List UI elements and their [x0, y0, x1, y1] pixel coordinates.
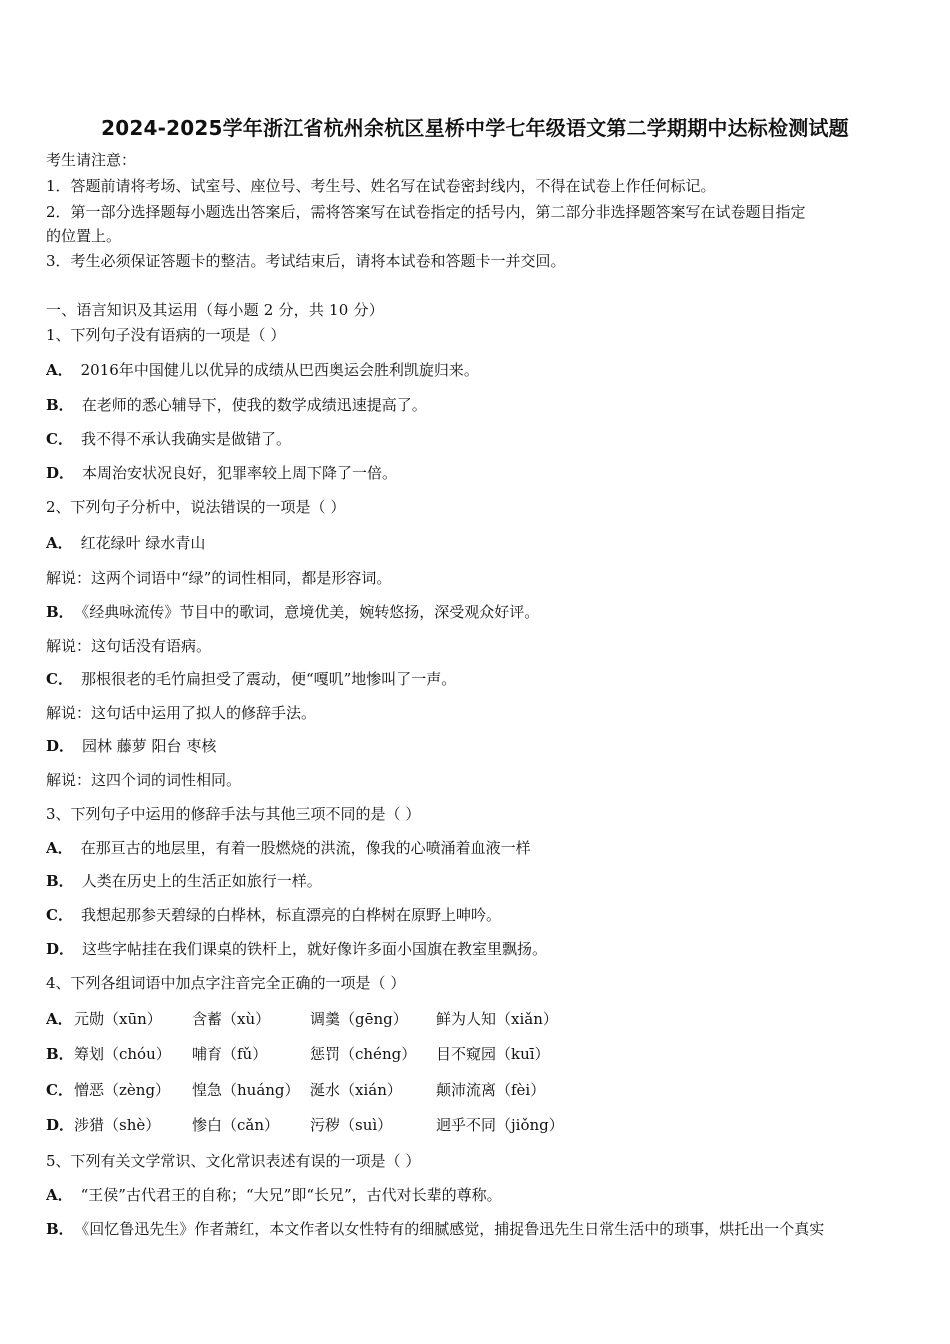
option-label: C． — [46, 670, 73, 688]
question-2-explanation-d: 解说：这四个词的词性相同。 — [46, 771, 242, 789]
word-pinyin: 筹划（chóu） — [74, 1045, 171, 1063]
option-label: C． — [46, 1081, 73, 1099]
word-pinyin: 惶急（huáng） — [192, 1081, 300, 1099]
question-3-option-c — [46, 905, 910, 925]
question-1-option-c — [46, 429, 910, 449]
option-label: D． — [46, 940, 75, 958]
option-text: 《回忆鲁迅先生》作者萧红，本文作者以女性特有的细腻感觉，捕捉鲁迅先生日常生活中的琐事，烘托出一个真实 — [81, 1220, 825, 1238]
question-4-option-c — [46, 1080, 910, 1100]
word-pinyin: 鲜为人知（xiǎn） — [436, 1010, 558, 1028]
option-label: B． — [46, 1045, 74, 1063]
option-text: 在老师的悉心辅导下，使我的数学成绩迅速提高了。 — [81, 396, 427, 414]
option-text: 在那亘古的地层里，有着一股燃烧的洪流，像我的心喷涌着血液一样 — [80, 839, 531, 857]
question-3-option-b — [46, 871, 910, 891]
option-text: 园林 藤萝 阳台 枣核 — [82, 737, 217, 755]
word-pinyin: 迥乎不同（jiǒng） — [436, 1116, 564, 1134]
question-5-stem: 5、下列有关文学常识、文化常识表述有误的一项是（ ） — [46, 1152, 421, 1170]
question-1-option-a — [46, 360, 910, 380]
option-label: A． — [46, 361, 73, 379]
word-pinyin: 涉猎（shè） — [74, 1116, 161, 1134]
option-text: 我不得不承认我确实是做错了。 — [80, 430, 291, 448]
notice-heading: 考生请注意： — [46, 151, 137, 169]
option-label: A． — [46, 1010, 73, 1028]
option-label: D． — [46, 464, 75, 482]
section-heading: 一、语言知识及其运用（每小题 2 分，共 10 分） — [46, 301, 384, 319]
question-5-option-b — [46, 1219, 910, 1239]
option-text: 这些字帖挂在我们课桌的铁杆上，就好像许多面小国旗在教室里飘扬。 — [82, 940, 548, 958]
question-2-stem: 2、下列句子分析中，说法错误的一项是（ ） — [46, 498, 346, 516]
word-pinyin: 调羹（gēng） — [310, 1010, 408, 1028]
notice-item-1: 1．答题前请将考场、试室号、座位号、考生号、姓名写在试卷密封线内，不得在试卷上作任何标记。 — [46, 177, 716, 195]
notice-item-2: 2．第一部分选择题每小题选出答案后，需将答案写在试卷指定的括号内，第二部分非选择题答案写在试卷题目指定 — [46, 203, 806, 221]
option-label: A． — [46, 839, 73, 857]
option-label: B． — [46, 1220, 74, 1238]
option-text: 2016年中国健儿以优异的成绩从巴西奥运会胜利凯旋归来。 — [80, 361, 479, 379]
page-title: 2024-2025学年浙江省杭州余杭区星桥中学七年级语文第二学期期中达标检测试题 — [101, 116, 849, 140]
word-pinyin: 含蓄（xù） — [192, 1010, 271, 1028]
option-label: B． — [46, 872, 74, 890]
question-2-option-c — [46, 669, 910, 689]
question-1-option-d — [46, 463, 910, 483]
option-label: A． — [46, 534, 73, 552]
question-2-option-d — [46, 736, 910, 756]
option-label: B． — [46, 603, 74, 621]
option-text: 那根很老的毛竹扁担受了震动，便“嘎叽”地惨叫了一声。 — [80, 670, 457, 688]
question-3-option-a — [46, 838, 910, 858]
option-text: 红花绿叶 绿水青山 — [80, 534, 206, 552]
question-3-stem: 3、下列句子中运用的修辞手法与其他三项不同的是（ ） — [46, 805, 421, 823]
word-pinyin: 惩罚（chéng） — [310, 1045, 417, 1063]
word-pinyin: 惨白（cǎn） — [192, 1116, 280, 1134]
word-pinyin: 憎恶（zèng） — [74, 1081, 171, 1099]
option-text: 《经典咏流传》节目中的歌词，意境优美，婉转悠扬，深受观众好评。 — [81, 603, 540, 621]
option-label: A． — [46, 1186, 73, 1204]
option-label: C． — [46, 430, 73, 448]
question-4-option-b — [46, 1044, 910, 1064]
option-label: D． — [46, 737, 75, 755]
question-1-stem: 1、下列句子没有语病的一项是（ ） — [46, 326, 286, 344]
notice-item-2-cont: 的位置上。 — [46, 227, 122, 245]
word-pinyin: 哺育（fǔ） — [192, 1045, 268, 1063]
question-2-explanation-a: 解说：这两个词语中“绿”的词性相同，都是形容词。 — [46, 569, 392, 587]
option-text: 本周治安状况良好，犯罪率较上周下降了一倍。 — [82, 464, 398, 482]
option-text: 我想起那参天碧绿的白桦林，标直漂亮的白桦树在原野上呻吟。 — [80, 906, 501, 924]
word-pinyin: 涎水（xián） — [310, 1081, 402, 1099]
option-text: “王侯”古代君王的自称；“大兄”即“长兄”，古代对长辈的尊称。 — [80, 1186, 502, 1204]
word-pinyin: 颠沛流离（fèi） — [436, 1081, 546, 1099]
question-2-explanation-b: 解说：这句话没有语病。 — [46, 637, 212, 655]
question-2-option-a — [46, 533, 910, 553]
question-5-option-a — [46, 1185, 910, 1205]
word-pinyin: 元勋（xūn） — [74, 1010, 162, 1028]
option-text: 人类在历史上的生活正如旅行一样。 — [81, 872, 322, 890]
option-label: C． — [46, 906, 73, 924]
question-4-stem: 4、下列各组词语中加点字注音完全正确的一项是（ ） — [46, 974, 406, 992]
option-label: B． — [46, 396, 74, 414]
question-4-option-a — [46, 1009, 910, 1029]
question-4-option-d — [46, 1115, 910, 1135]
word-pinyin: 污秽（suì） — [310, 1116, 393, 1134]
question-2-option-b — [46, 602, 910, 622]
word-pinyin: 目不窥园（kuī） — [436, 1045, 550, 1063]
question-2-explanation-c: 解说：这句话中运用了拟人的修辞手法。 — [46, 704, 317, 722]
question-3-option-d — [46, 939, 910, 959]
option-label: D． — [46, 1116, 75, 1134]
question-1-option-b — [46, 395, 910, 415]
notice-item-3: 3．考生必须保证答题卡的整洁。考试结束后，请将本试卷和答题卡一并交回。 — [46, 252, 566, 270]
